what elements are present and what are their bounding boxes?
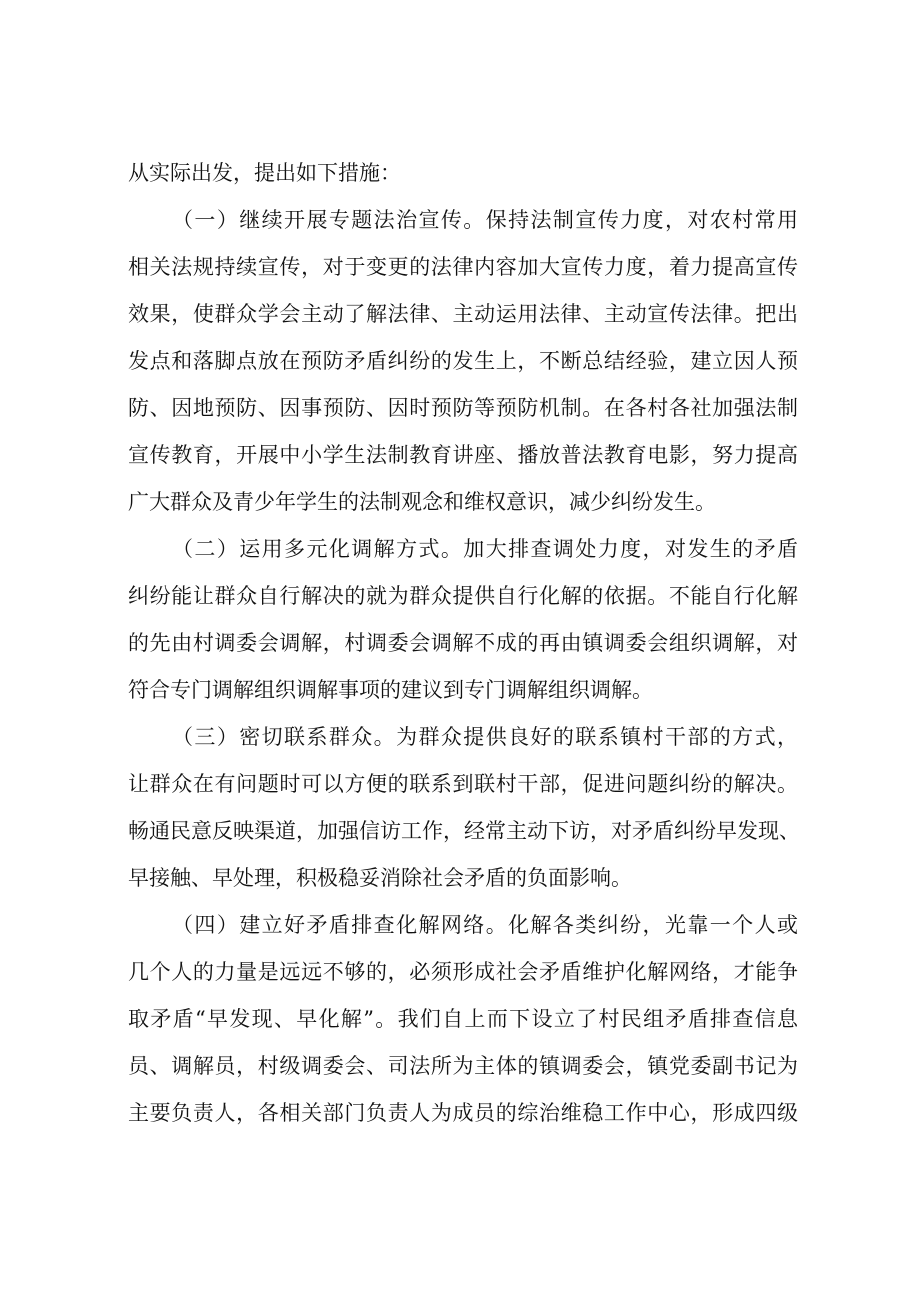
- paragraph-1-line: 防、因地预防、因事预防、因时预防等预防机制。在各村各社加强法制: [128, 396, 798, 420]
- paragraph-3-line: 畅通民意反映渠道，加强信访工作，经常主动下访，对矛盾纠纷早发现、: [128, 819, 800, 843]
- text-line: 从实际出发，提出如下措施：: [128, 161, 401, 185]
- paragraph-2-line: （二）运用多元化调解方式。加大排查调处力度，对发生的矛盾: [172, 537, 798, 561]
- paragraph-4-line: 主要负责人，各相关部门负责人为成员的综治维稳工作中心，形成四级: [128, 1101, 798, 1125]
- paragraph-3-line: （三）密切联系群众。为群众提供良好的联系镇村干部的方式，: [172, 725, 798, 749]
- paragraph-1-line: 相关法规持续宣传，对于变更的法律内容加大宣传力度，着力提高宣传: [128, 255, 798, 279]
- paragraph-3-line: 让群众在有问题时可以方便的联系到联村干部，促进问题纠纷的解决。: [128, 772, 798, 796]
- paragraph-4-line: 员、调解员，村级调委会、司法所为主体的镇调委会，镇党委副书记为: [128, 1054, 798, 1078]
- paragraph-4-line: （四）建立好矛盾排查化解网络。化解各类纠纷，光靠一个人或: [172, 913, 798, 937]
- paragraph-4-line: 几个人的力量是远远不够的，必须形成社会矛盾维护化解网络，才能争: [128, 960, 798, 984]
- paragraph-1-line: 宣传教育，开展中小学生法制教育讲座、播放普法教育电影，努力提高: [128, 443, 798, 467]
- paragraph-3-line: 早接触、早处理，积极稳妥消除社会矛盾的负面影响。: [128, 866, 632, 890]
- paragraph-1-line: 广大群众及青少年学生的法制观念和维权意识，减少纠纷发生。: [128, 490, 716, 514]
- paragraph-4-line: 取矛盾“早发现、早化解”。我们自上而下设立了村民组矛盾排查信息: [128, 1007, 798, 1031]
- paragraph-2-line: 符合专门调解组织调解事项的建议到专门调解组织调解。: [128, 678, 653, 702]
- paragraph-2-line: 的先由村调委会调解，村调委会调解不成的再由镇调委会组织调解，对: [128, 631, 798, 655]
- paragraph-1-line: （一）继续开展专题法治宣传。保持法制宣传力度，对农村常用: [172, 208, 798, 232]
- paragraph-1-line: 发点和落脚点放在预防矛盾纠纷的发生上，不断总结经验，建立因人预: [128, 349, 798, 373]
- paragraph-2-line: 纠纷能让群众自行解决的就为群众提供自行化解的依据。不能自行化解: [128, 584, 798, 608]
- paragraph-1-line: 效果，使群众学会主动了解法律、主动运用法律、主动宣传法律。把出: [128, 302, 798, 326]
